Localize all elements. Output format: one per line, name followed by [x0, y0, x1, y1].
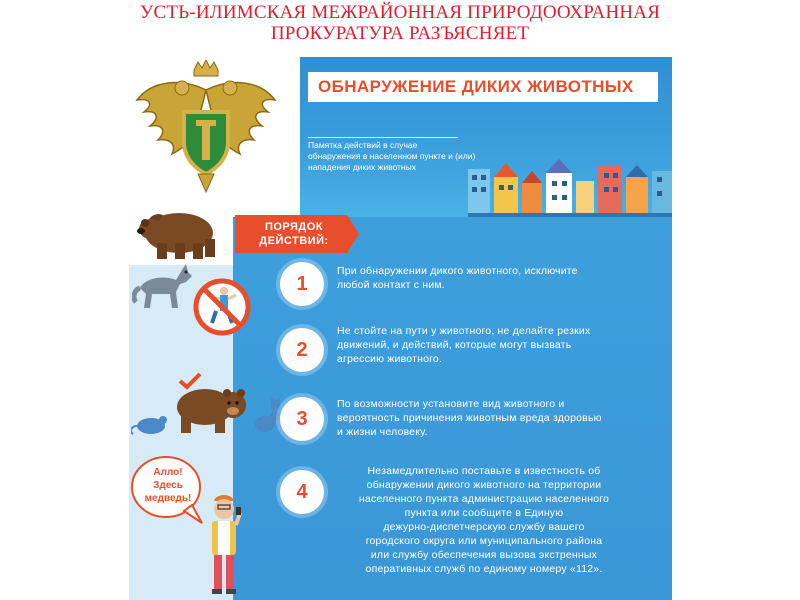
step-4-line: обнаружении дикого животного на территории — [366, 479, 602, 491]
speech-line-2: Здесь — [153, 480, 183, 491]
step-4-line: дежурно-диспетчерскую службу вашего — [383, 521, 585, 533]
step-4-line: городского округа или муниципального района — [365, 535, 603, 547]
hero-divider — [308, 137, 458, 138]
hero-title: ОБНАРУЖЕНИЕ ДИКИХ ЖИВОТНЫХ — [308, 72, 658, 102]
step-3-line: вероятность причинения животным вреда здоровью — [337, 412, 602, 424]
order-line-1: ПОРЯДОК — [264, 221, 324, 233]
rabbit-icon — [253, 398, 283, 434]
person-phone-icon — [200, 493, 250, 597]
emblem-icon — [132, 60, 280, 200]
hero-banner — [300, 57, 672, 217]
step-3-text — [337, 397, 657, 439]
speech-line-1: Алло! — [153, 467, 183, 478]
mouse-icon — [131, 410, 175, 436]
no-contact-icon — [192, 277, 252, 337]
step-4-line: или службу обеспечения вызова экстренных — [370, 549, 598, 561]
order-tab — [235, 215, 360, 253]
hero-subtitle-line: нападения диких животных — [308, 162, 416, 172]
step-4-line: населенного пункта администрацию населенного — [358, 493, 610, 505]
speech-line-3: медведь! — [144, 493, 192, 504]
step-1-text — [337, 264, 657, 292]
step-4-line: пункта или сообщите в Единую — [404, 507, 564, 519]
step-4-number: 4 — [280, 470, 324, 514]
step-2-line: Не стойте на пути у животного, не делайте резких — [337, 325, 591, 337]
hero-subtitle-line: Памятка действий в случае — [308, 140, 418, 150]
page-header — [0, 2, 800, 44]
step-2-line: движений, и действий, которые могут вызвать — [337, 339, 572, 351]
step-2-line: агрессию животного. — [337, 353, 443, 365]
city-icon — [468, 147, 672, 217]
step-4-line: оперативных служб по единому номеру «112». — [365, 563, 603, 575]
step-1-line: любой контакт с ним. — [337, 279, 445, 291]
header-line-2: ПРОКУРАТУРА РАЗЪЯСНЯЕТ — [270, 23, 530, 44]
step-4-line: Незамедлительно поставьте в известность об — [367, 465, 601, 477]
step-4-text — [319, 464, 649, 576]
bear-icon — [175, 383, 247, 435]
hero-subtitle-line: обнаружения в населенном пункте и (или) — [308, 151, 476, 161]
step-3-line: По возможности установите вид животного и — [337, 398, 565, 410]
order-line-2: ДЕЙСТВИЙ: — [259, 235, 329, 247]
wolf-icon — [132, 258, 194, 310]
step-2-number: 2 — [280, 328, 324, 372]
header-line-1: УСТЬ-ИЛИМСКАЯ МЕЖРАЙОННАЯ ПРИРОДООХРАННАЯ — [139, 2, 661, 23]
step-2-text — [337, 324, 657, 366]
bear-icon — [135, 203, 221, 263]
step-3-number: 3 — [280, 397, 324, 441]
step-1-number: 1 — [280, 262, 324, 306]
step-1-line: При обнаружении дикого животного, исключите — [337, 265, 578, 277]
step-3-line: и жизни человеку. — [337, 426, 428, 438]
speech-bubble — [140, 466, 196, 505]
